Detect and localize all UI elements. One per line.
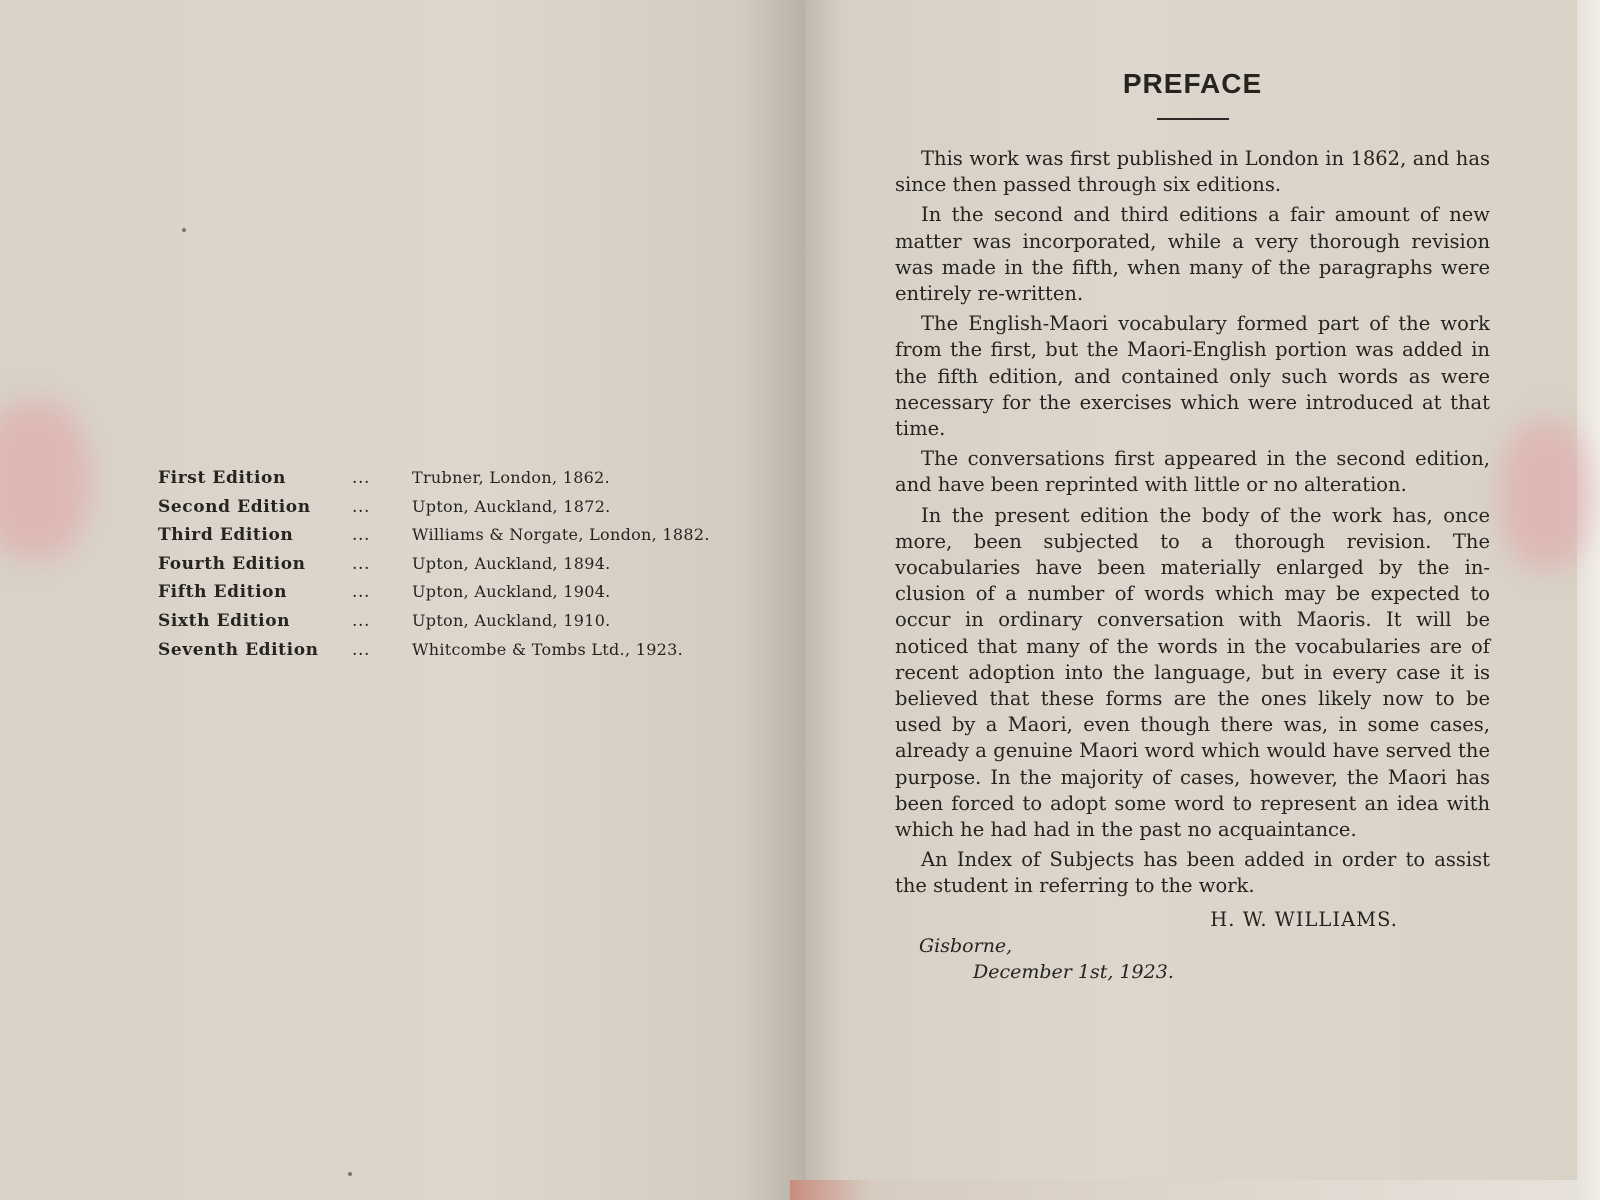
paper-speck [182, 228, 186, 232]
edition-row [158, 468, 758, 497]
preface-paragraph: This work was first published in London in 1862, and has since then passed through six editions. [895, 147, 1490, 197]
edition-row [158, 582, 758, 611]
title-rule [1157, 118, 1229, 120]
edition-leader-dots: ... [352, 553, 371, 574]
pink-stain-left [0, 400, 90, 560]
edition-row [158, 611, 758, 640]
edition-row [158, 525, 758, 554]
preface-paragraph: An Index of Subjects has been added in order to assist the student in referring to the work. [895, 848, 1490, 898]
preface-paragraph: In the present edition the body of the work has, once more, been subjected to a thorough revision. The vocabularies have been materially enlarged by the in-clusion of a number of words which may be expected to occur in ordinary conversation with Maoris. It will be noticed that many of the words in the vocabularies are of recent adoption into the language, but in every case it is believed that these forms are the ones likely now to be used by a Maori, even though there was, in some cases, already a genuine Maori word which would have served the purpose. In the majority of cases, however, the Maori has been forced to adopt some word to represent an idea with which he had had in the past no acquaintance. [895, 503, 1490, 842]
edition-publisher: Williams & Norgate, London, 1882. [412, 525, 710, 545]
author-signature: H. W. WILLIAMS. [1210, 907, 1398, 931]
edition-name: Fourth Edition [158, 553, 306, 574]
edition-name: Second Edition [158, 496, 311, 517]
edition-publisher: Whitcombe & Tombs Ltd., 1923. [412, 639, 684, 659]
editions-list [158, 468, 758, 668]
edition-leader-dots: ... [352, 582, 371, 603]
paper-speck [348, 1172, 352, 1176]
preface-paragraph: The conversations first appeared in the second edition, and have been reprinted with little or no alteration. [895, 447, 1490, 497]
preface-section [895, 60, 1490, 983]
edition-leader-dots: ... [352, 639, 371, 660]
edition-row [158, 497, 758, 526]
edition-name: First Edition [158, 468, 286, 488]
edition-row [158, 640, 758, 669]
edition-publisher: Upton, Auckland, 1872. [412, 496, 611, 516]
edition-publisher: Upton, Auckland, 1894. [412, 553, 611, 573]
edition-publisher: Upton, Auckland, 1910. [412, 610, 611, 630]
edition-publisher: Upton, Auckland, 1904. [412, 582, 611, 602]
preface-title: PREFACE [1122, 68, 1263, 99]
edition-leader-dots: ... [352, 496, 371, 517]
signing-place: Gisborne, [919, 934, 1013, 957]
book-bottom-edge [790, 1180, 1600, 1200]
book-right-edge [1577, 0, 1600, 1200]
edition-publisher: Trubner, London, 1862. [412, 468, 611, 487]
edition-name: Seventh Edition [158, 639, 319, 660]
preface-paragraph: In the second and third editions a fair amount of new matter was incorporated, while a very thorough revision was made in the fifth, when many of the paragraphs were entirely re-written. [895, 203, 1490, 306]
edition-name: Fifth Edition [158, 582, 288, 603]
preface-paragraph: The English-Maori vocabulary formed part of the work from the first, but the Maori-English portion was added in the fifth edition, and contained only such words as were necessary for the exercises which were introduced at that time. [895, 312, 1490, 441]
edition-leader-dots: ... [352, 525, 371, 546]
edition-name: Third Edition [158, 525, 294, 546]
pink-stain-right [1500, 420, 1590, 570]
edition-leader-dots: ... [352, 468, 371, 488]
edition-row [158, 554, 758, 583]
edition-leader-dots: ... [352, 610, 371, 631]
edition-name: Sixth Edition [158, 610, 291, 631]
signing-date: December 1st, 1923. [973, 960, 1174, 983]
